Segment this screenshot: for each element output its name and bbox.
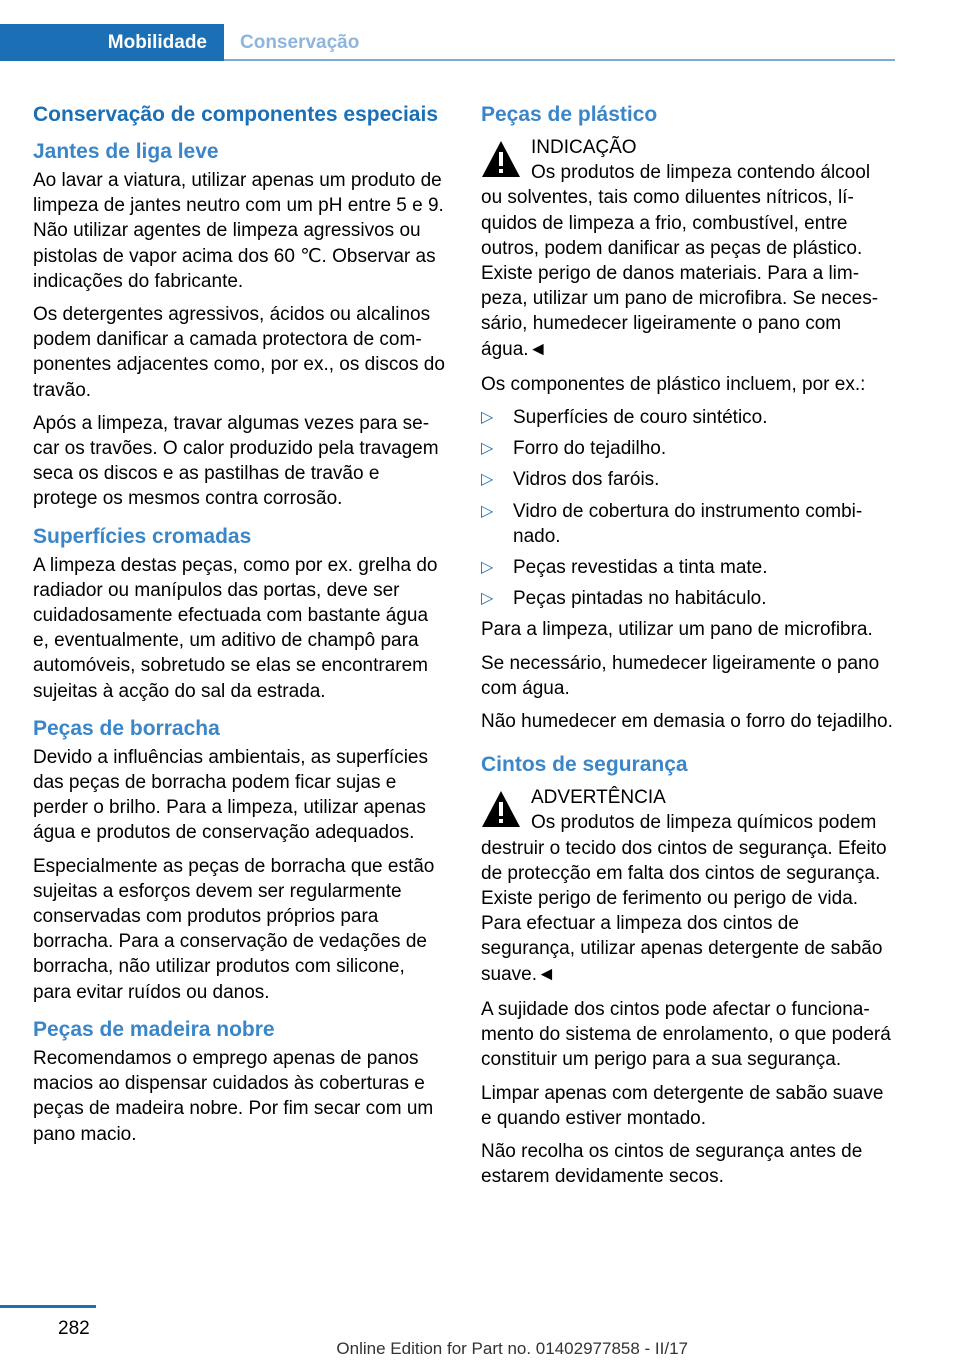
triangle-bullet-icon: ▷ (481, 559, 494, 577)
triangle-bullet-icon: ▷ (481, 409, 494, 427)
warning-text-continued: destruir o tecido dos cintos de segurança. Efeito de protecção em falta dos cintos de segurança. Existe perigo de ferimento ou perigo de vida. Para efectuar a limpeza dos cintos de segurança, utilizar apenas detergente de sabão suave.◄ (481, 837, 887, 985)
paragraph: Para a limpeza, utilizar um pano de microfibra. (481, 619, 873, 641)
list-item: ▷ Vidros dos faróis. (481, 467, 896, 492)
notice-text: Os produtos de limpeza contendo álcool (531, 162, 871, 184)
right-column (481, 102, 896, 1197)
warning-text: Os produtos de limpeza químicos podem (531, 812, 877, 834)
paragraph: Não humedecer em demasia o forro do tejadilho. (481, 711, 893, 733)
list-item: ▷ Peças pintadas no habitáculo. (481, 586, 896, 611)
notice-text-continued: ou solventes, tais como diluentes nítricos, líquidos de limpeza a frio, combustível, entre outros, podem danificar as peças de plástico. Existe perigo de danos materiais. Para a limpeza, utilizar um pano de microfibra. Se necessário, humedecer ligeiramente o pano com água.◄ (481, 187, 879, 360)
paragraph: Os detergentes agressivos, ácidos ou alcalinos podem danificar a camada protectora de componentes adjacentes como, por ex., os discos do travão. (33, 304, 445, 401)
page-number: 282 (58, 1318, 90, 1339)
warning-icon (481, 789, 521, 829)
triangle-bullet-icon: ▷ (481, 502, 494, 520)
triangle-bullet-icon: ▷ (481, 440, 494, 458)
edition-label: Online Edition for Part no. 01402977858 - II/17 (336, 1339, 688, 1358)
list-item: ▷ Vidro de cobertura do instrumento combinado. (481, 500, 863, 547)
paragraph: Após a limpeza, travar algumas vezes para secar os travões. O calor produzido pela travagem seca os discos e as pastilhas de travão e protege os mesmos contra corrosão. (33, 412, 439, 510)
footer-rule (0, 1305, 96, 1308)
plastic-parts-list (481, 405, 896, 611)
heading-plastic-parts: Peças de plástico (481, 103, 658, 126)
tab-conservacao[interactable]: Conservação (240, 31, 360, 53)
triangle-bullet-icon: ▷ (481, 471, 494, 489)
notice-title: INDICAÇÃO (531, 137, 637, 158)
page-title: Conservação de componentes especiais (33, 103, 438, 126)
warning-icon (481, 139, 521, 179)
paragraph: Recomendamos o emprego apenas de panos macios ao dispensar cuidados às coberturas e peças de madeira nobre. Por fim secar com um pano macio. (33, 1047, 434, 1145)
paragraph: A sujidade dos cintos pode afectar o funcionamento do sistema de enrolamento, o que poderá constituir um perigo para a sua segurança. (481, 998, 891, 1071)
notice-box (481, 135, 896, 185)
warning-title: ADVERTÊNCIA (531, 787, 666, 809)
list-intro: Os componentes de plástico incluem, por ex.: (481, 373, 866, 395)
heading-alloy-wheels: Jantes de liga leve (33, 140, 219, 163)
warning-box (481, 785, 896, 835)
list-item: ▷ Peças revestidas a tinta mate. (481, 555, 896, 580)
paragraph: Ao lavar a viatura, utilizar apenas um produto de limpeza de jantes neutro com um pH entre 5 e 9. Não utilizar agentes de limpeza agressivos ou pistolas de vapor acima dos 60 ℃. Observar as indicações do fabricante. (33, 170, 444, 292)
paragraph: A limpeza destas peças, como por ex. grelha do radiador ou manípulos das portas, deve ser cuidadosamente efectuada com bastante água e, eventualmente, um aditivo de champô para automóveis, sobretudo se elas se encontrarem sujeitas à acção do sal da estrada. (33, 554, 438, 702)
header-tabs (0, 24, 895, 61)
triangle-bullet-icon: ▷ (481, 590, 494, 608)
heading-rubber-parts: Peças de borracha (33, 716, 220, 740)
paragraph: Especialmente as peças de borracha que estão sujeitas a esforços devem ser regularmente conservadas com produtos próprios para borracha. Para a conservação de vedações de borracha, não utilizar produtos com silicone, para evitar ruídos ou danos. (33, 855, 435, 1003)
list-item: ▷ Forro do tejadilho. (481, 436, 896, 461)
paragraph: Devido a influências ambientais, as superfícies das peças de borracha podem ficar sujas e perder o brilho. Para a limpeza, utilizar apenas água e produtos de conservação adequados. (33, 746, 428, 844)
tab-underline (224, 59, 895, 61)
list-item: ▷ Superfícies de couro sintético. (481, 405, 896, 430)
heading-chrome-surfaces: Superfícies cromadas (33, 524, 252, 548)
paragraph: Não recolha os cintos de segurança antes de estarem devidamente secos. (481, 1140, 863, 1188)
paragraph: Se necessário, humedecer ligeiramente o pano com água. (481, 652, 880, 699)
paragraph: Limpar apenas com detergente de sabão suave e quando estiver montado. (481, 1082, 884, 1129)
tab-mobilidade[interactable]: Mobilidade (0, 24, 224, 61)
heading-seat-belts: Cintos de segurança (481, 753, 688, 777)
left-column (33, 102, 448, 1155)
heading-fine-wood: Peças de madeira nobre (33, 1017, 275, 1041)
